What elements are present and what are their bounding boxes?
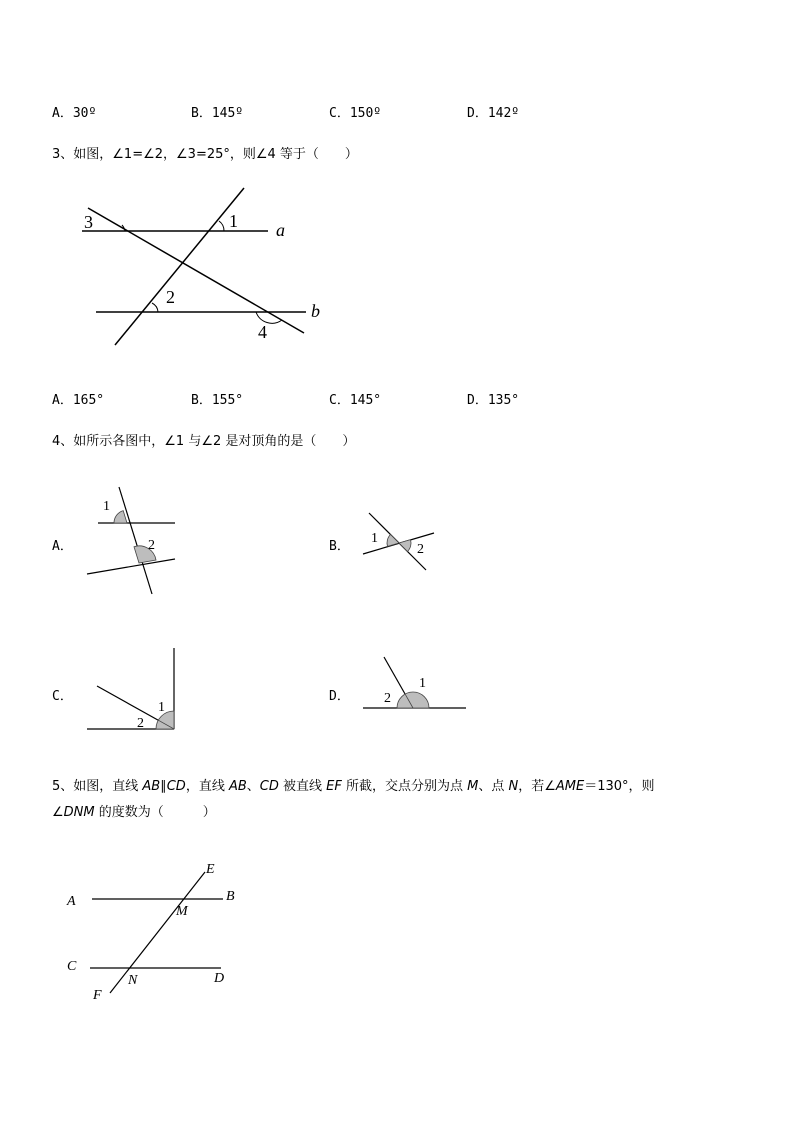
q3-stem: 3、如图，∠1=∠2，∠3=25°，则∠4 等于（ ）	[52, 147, 358, 162]
q3-label-1: 1	[229, 211, 238, 231]
q4a-label-1: 1	[103, 499, 110, 514]
q5-label-f: F	[93, 988, 102, 1003]
q3-label-3: 3	[84, 212, 93, 232]
q5-stem-n: N	[508, 779, 519, 794]
q5-stem-text: 的度数为（ ）	[94, 805, 216, 820]
q5-stem-m: M	[467, 779, 479, 794]
q5-label-e: E	[206, 862, 215, 877]
q5-stem-text: ，若∠	[518, 779, 556, 794]
q5-stem-text: 所截，交点分别为点	[341, 779, 468, 794]
q3-label-2: 2	[166, 287, 175, 307]
q5-stem-text: 、点	[478, 779, 509, 794]
q2-choice-a: A．30º	[52, 106, 97, 121]
q4-option-c-tag: C．	[52, 689, 73, 704]
q5-stem-text: 5、如图，直线	[52, 779, 143, 794]
q5-stem-text: 被直线	[278, 779, 327, 794]
q4d-label-2: 2	[384, 691, 391, 706]
q5-stem-text: ∠	[52, 805, 64, 820]
q5-stem-cd: CD	[166, 779, 186, 794]
q4b-label-1: 1	[371, 531, 378, 546]
q3-label-b: b	[311, 301, 320, 321]
q4-option-a-tag: A．	[52, 539, 73, 554]
q4-option-d-tag: D．	[329, 689, 350, 704]
q5-stem-dnm: DNM	[63, 805, 95, 820]
q3-choice-c: C．145°	[329, 393, 382, 408]
q5-stem-ab: AB	[142, 779, 161, 794]
q3-choice-d: D．135°	[467, 393, 520, 408]
q4b-label-2: 2	[417, 542, 424, 557]
q3-label-a: a	[276, 220, 285, 240]
q5-stem-text: ＝130°，则	[584, 779, 655, 794]
q5-label-d: D	[214, 971, 225, 986]
q4a-label-2: 2	[148, 538, 155, 553]
q2-choice-c: C．150º	[329, 106, 382, 121]
q5-stem-text: ，直线	[185, 779, 229, 794]
q4c-label-2: 2	[137, 716, 144, 731]
q5-stem-parallel: ∥	[160, 779, 167, 794]
q4d-label-1: 1	[419, 676, 426, 691]
q2-choice-d: D．142º	[467, 106, 520, 121]
q4-option-b-tag: B．	[329, 539, 350, 554]
q5-stem-ab: AB	[228, 779, 247, 794]
q5-label-a: A	[67, 894, 76, 909]
q5-stem-cd: CD	[259, 779, 279, 794]
q5-stem-text: 、	[246, 779, 260, 794]
q3-label-4: 4	[258, 322, 267, 342]
q5-stem-ame: AME	[555, 779, 585, 794]
q2-choice-b: B．145º	[191, 106, 244, 121]
q3-choice-a: A．165°	[52, 393, 105, 408]
q5-label-c: C	[67, 959, 77, 974]
q5-label-n: N	[128, 973, 138, 988]
q5-line-ef	[110, 872, 205, 993]
q3-choice-b: B．155°	[191, 393, 244, 408]
q4-stem: 4、如所示各图中，∠1 与∠2 是对顶角的是（ ）	[52, 434, 356, 449]
q4c-label-1: 1	[158, 700, 165, 715]
q5-label-m: M	[176, 904, 188, 919]
q5-stem-ef: EF	[326, 779, 342, 794]
q5-label-b: B	[226, 889, 235, 904]
